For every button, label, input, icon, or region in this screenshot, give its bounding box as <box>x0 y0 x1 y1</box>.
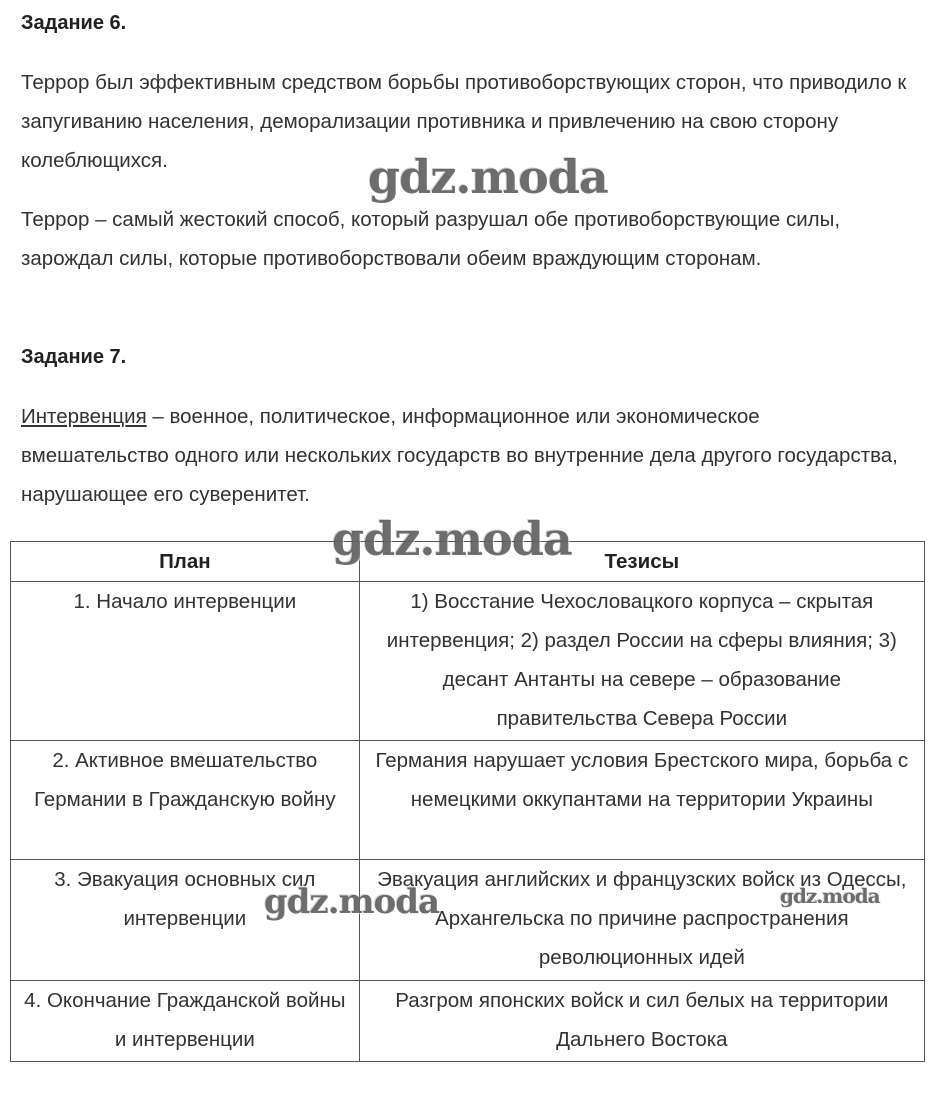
plan-cell: 3. Эвакуация основных сил интервенции <box>11 860 360 981</box>
theses-cell: Германия нарушает условия Брестского мира, борьба с немецкими оккупантами на территории Украины <box>359 741 924 860</box>
plan-cell: 2. Активное вмешательство Германии в Гражданскую войну <box>11 741 360 860</box>
task6-paragraph-1: Террор был эффективным средством борьбы противоборствующих сторон, что приводило к запугиванию населения, деморализации противника и привлечению на свою сторону колеблющихся. <box>21 71 907 172</box>
table-row <box>11 981 925 1062</box>
task7-definition <box>21 397 911 514</box>
task6-heading: Задание 6. <box>21 12 127 34</box>
table-row <box>11 582 925 741</box>
theses-cell: 1) Восстание Чехословацкого корпуса – скрытая интервенция; 2) раздел России на сферы влияния; 3) десант Антанты на севере – образование правительства Севера России <box>359 582 924 741</box>
task7-heading: Задание 7. <box>21 346 127 368</box>
watermark-logo: gdz.moda <box>368 150 608 204</box>
theses-cell: Разгром японских войск и сил белых на территории Дальнего Востока <box>359 981 924 1062</box>
table-row <box>11 741 925 860</box>
definition-text: – военное, политическое, информационное или экономическое вмешательство одного или нескольких государств во внутренние дела другого государства, нарушающее его суверенитет. <box>21 405 898 506</box>
plan-theses-table <box>10 541 925 1062</box>
theses-cell: Эвакуация английских и французских войск из Одессы, Архангельска по причине распространения революционных идей <box>359 860 924 981</box>
table-row <box>11 860 925 981</box>
header-theses: Тезисы <box>359 542 924 582</box>
header-plan: План <box>11 542 360 582</box>
watermark-logo: gdz.moda <box>264 882 440 922</box>
term-intervention: Интервенция <box>21 405 147 428</box>
plan-cell: 1. Начало интервенции <box>11 582 360 741</box>
task6-paragraph-2: Террор – самый жестокий способ, который разрушал обе противоборствующие силы, зарождал силы, которые противоборствовали обеим враждующим сторонам. <box>21 208 841 270</box>
watermark-logo: gdz.moda <box>780 884 880 908</box>
plan-cell: 4. Окончание Гражданской войны и интервенции <box>11 981 360 1062</box>
watermark-logo: gdz.moda <box>332 512 572 566</box>
